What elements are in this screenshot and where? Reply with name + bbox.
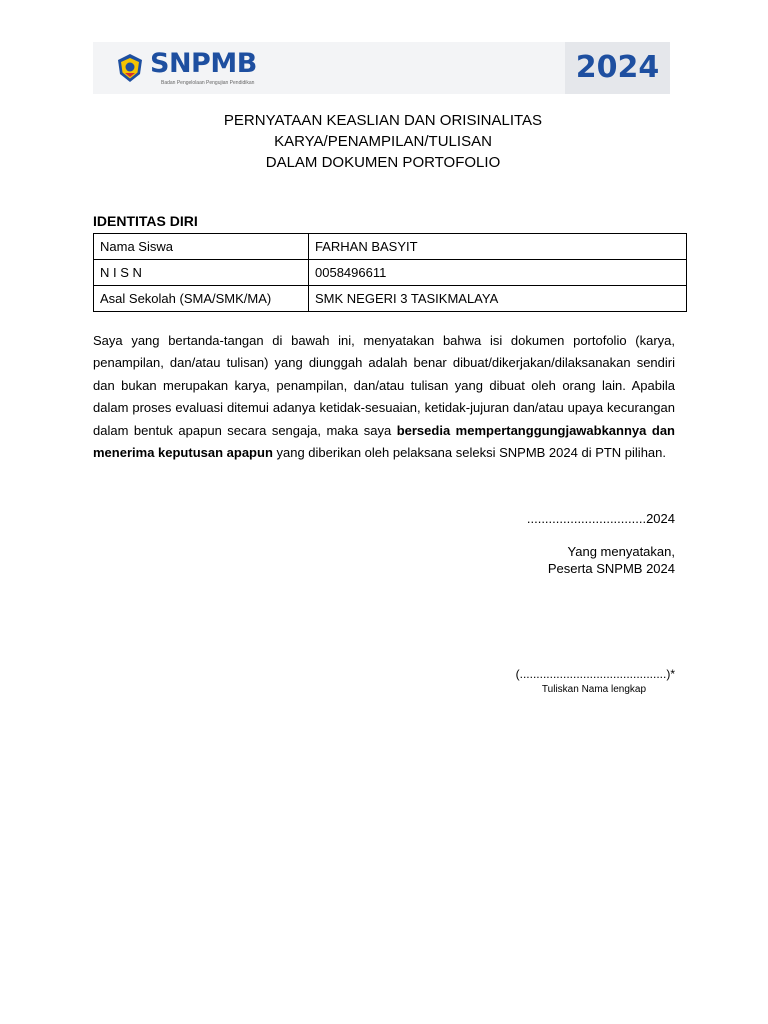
signature-name-line: (............................................)* bbox=[515, 667, 675, 681]
statement-text: Saya yang bertanda-tangan di bawah ini, menyatakan bahwa isi dokumen portofolio (karya, penampilan, dan/atau tulisan) yang diunggah adalah benar dibuat/dikerjakan/dilaksanakan sendiri dan bukan merupakan karya, penampilan, dan/atau tulisan yang dibuat oleh orang lain. Apabila dalam proses evaluasi ditemui adanya ketidak-sesuaian, ketidak-jujuran dan/atau upaya kecurangan dalam bentuk apapun secara sengaja, maka saya bbox=[93, 333, 675, 438]
school-value: SMK NEGERI 3 TASIKMALAYA bbox=[309, 286, 687, 312]
title-line-2: KARYA/PENAMPILAN/TULISAN bbox=[274, 133, 492, 150]
declarant-line-2: Peserta SNPMB 2024 bbox=[547, 561, 675, 576]
year-badge bbox=[565, 42, 670, 94]
student-name-value: FARHAN BASYIT bbox=[309, 234, 687, 260]
nisn-value: 0058496611 bbox=[309, 260, 687, 286]
title-line-3: DALAM DOKUMEN PORTOFOLIO bbox=[265, 154, 501, 171]
table-row bbox=[94, 260, 687, 286]
signature-date: .................................2024 bbox=[526, 511, 675, 526]
statement-paragraph bbox=[93, 330, 675, 464]
school-label: Asal Sekolah (SMA/SMK/MA) bbox=[94, 286, 309, 312]
table-row bbox=[94, 234, 687, 260]
signature-note: Tuliskan Nama lengkap bbox=[541, 684, 647, 695]
document-title bbox=[93, 110, 673, 173]
table-row bbox=[94, 286, 687, 312]
snpmb-logo bbox=[113, 50, 263, 86]
nisn-label: N I S N bbox=[94, 260, 309, 286]
year-text: 2024 bbox=[575, 50, 660, 85]
declarant-line-1: Yang menyatakan, bbox=[567, 544, 675, 559]
title-line-1: PERNYATAAN KEASLIAN DAN ORISINALITAS bbox=[223, 112, 543, 129]
tut-wuri-handayani-emblem-icon bbox=[115, 53, 145, 83]
logo-tagline: Badan Pengelolaan Pengujian Pendidikan bbox=[161, 80, 255, 86]
header-banner bbox=[93, 42, 670, 94]
logo-text: SNPMB bbox=[150, 48, 257, 79]
identity-table bbox=[93, 233, 687, 312]
student-name-label: Nama Siswa bbox=[94, 234, 309, 260]
declarant-block bbox=[548, 543, 675, 577]
statement-emphasis: bersedia mempertanggungjawabkannya dan menerima keputusan apapun bbox=[93, 422, 675, 461]
statement-text-end: yang diberikan oleh pelaksana seleksi SNPMB 2024 di PTN pilihan. bbox=[272, 445, 667, 461]
identity-heading: IDENTITAS DIRI bbox=[93, 213, 198, 229]
